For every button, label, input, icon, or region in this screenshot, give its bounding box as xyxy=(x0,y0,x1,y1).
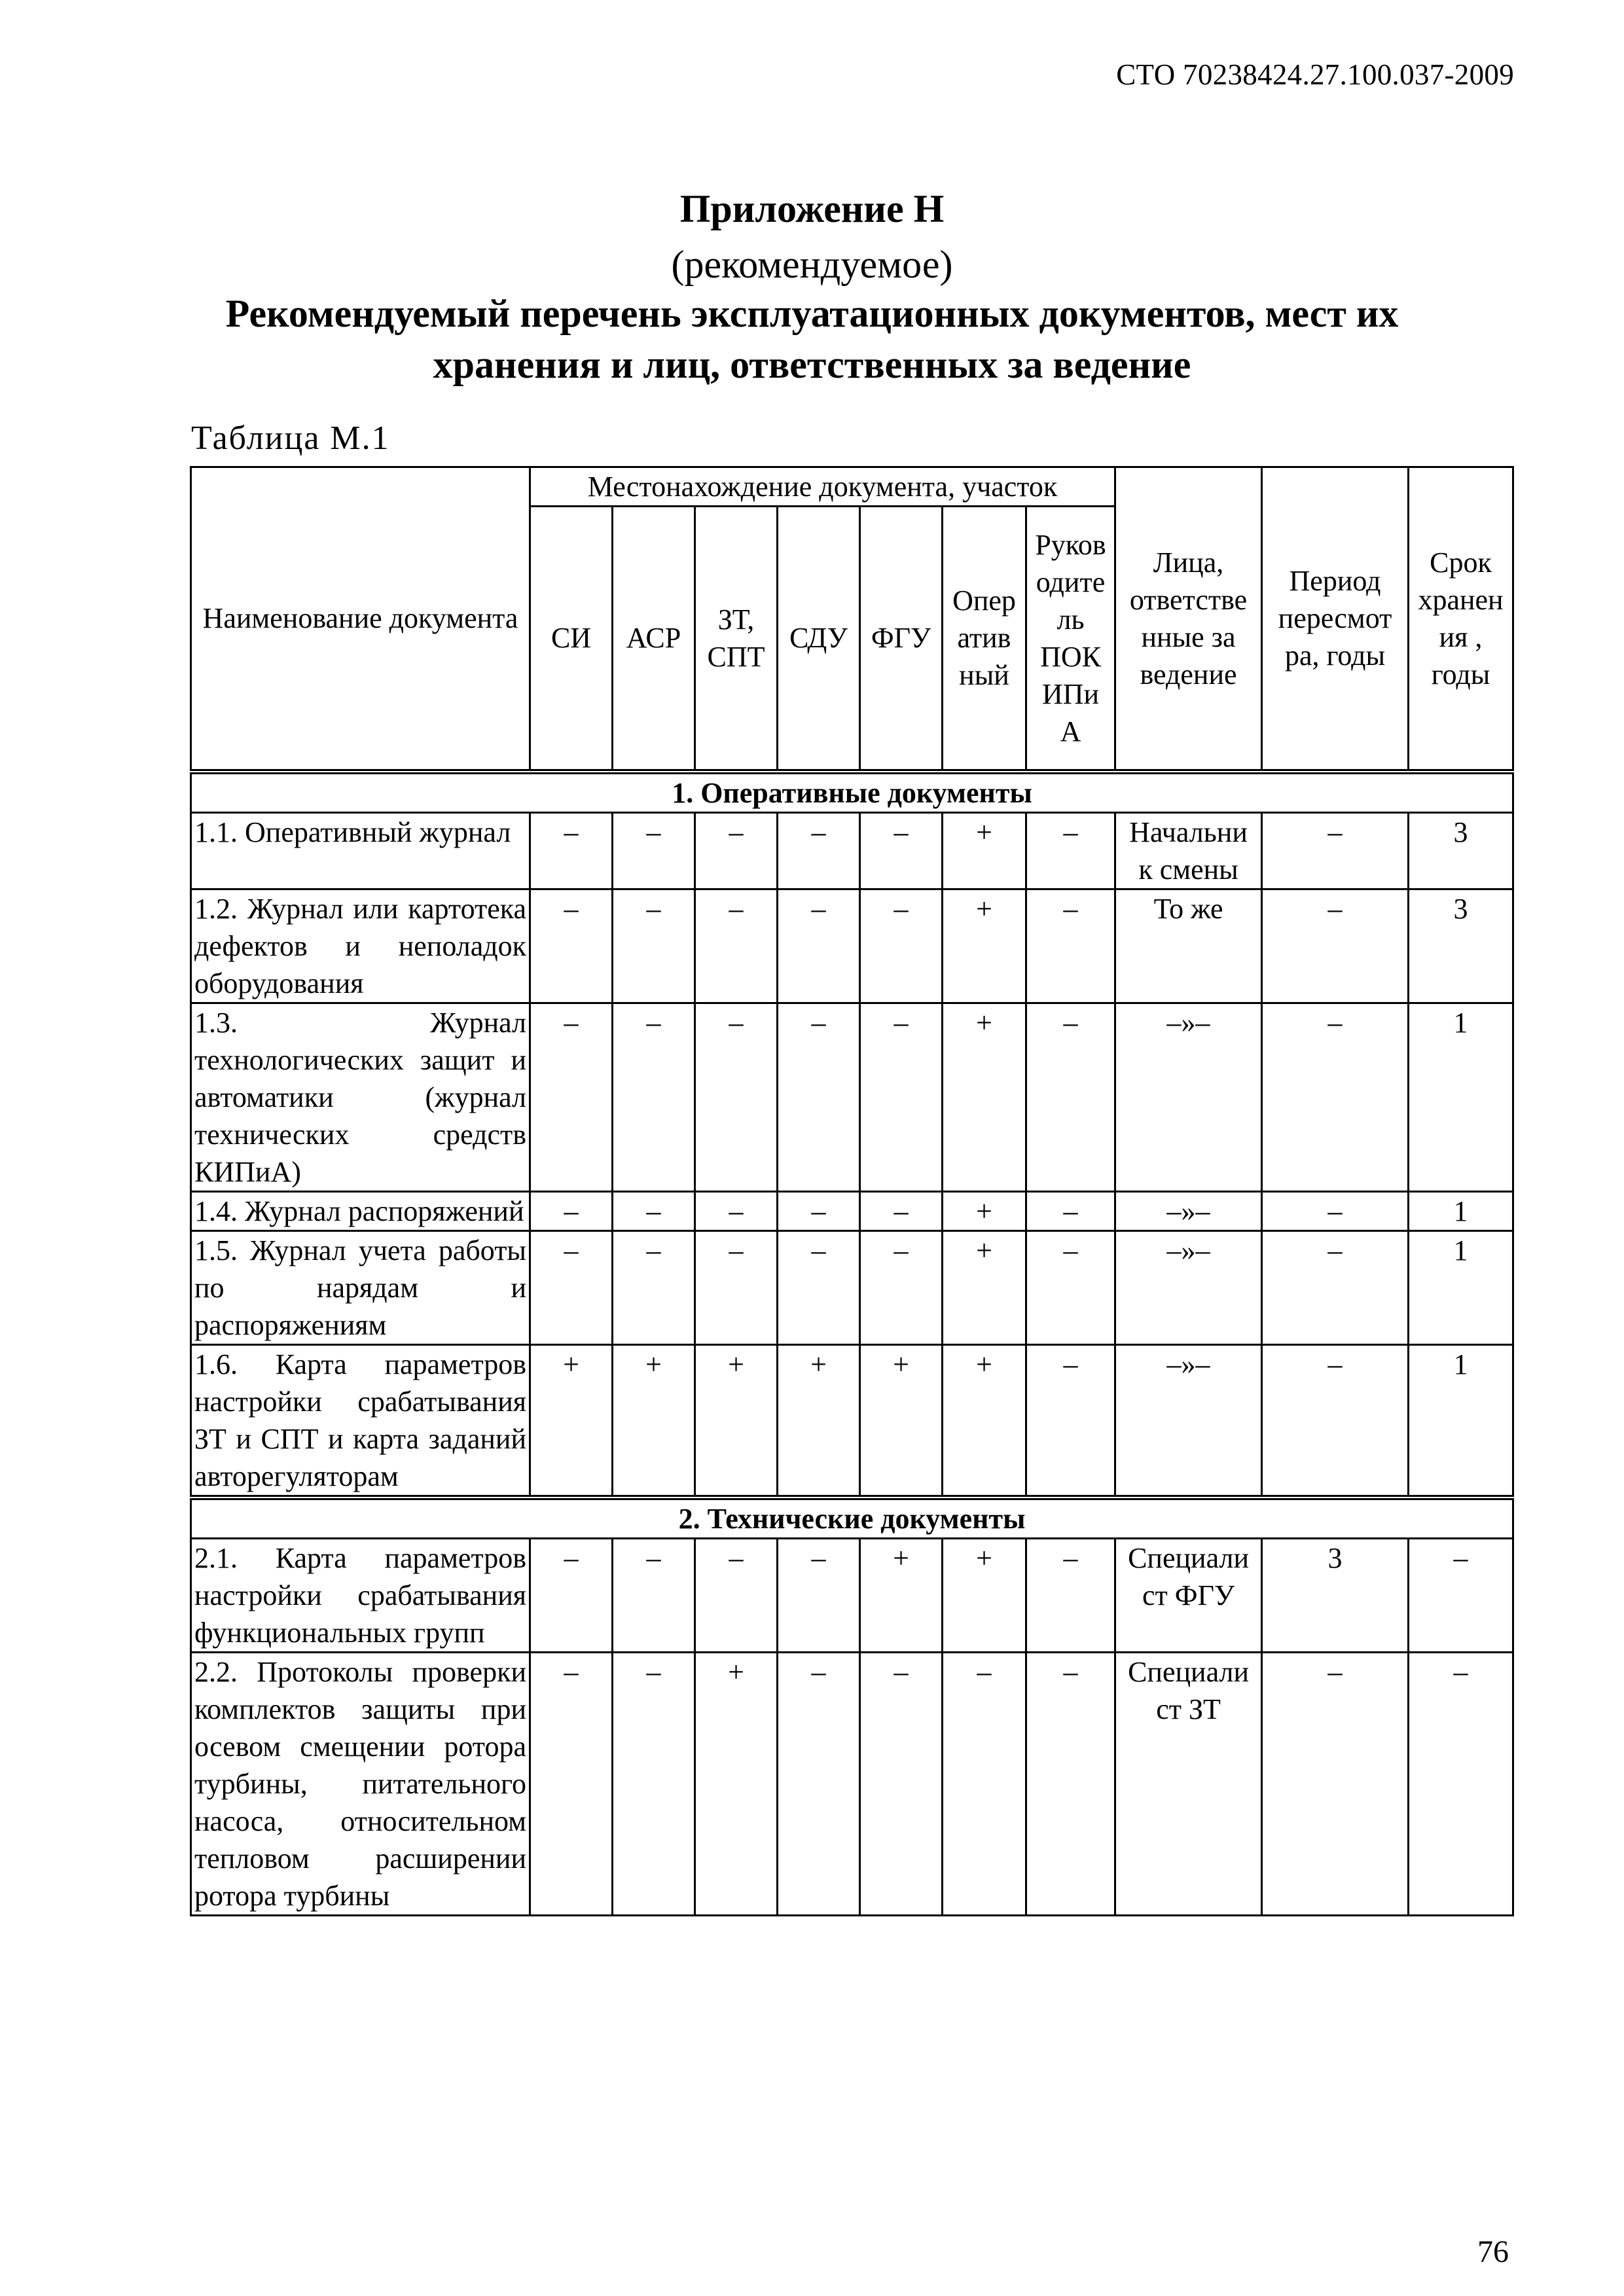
responsible-persons: То же xyxy=(1115,889,1262,1003)
table-caption: Таблица М.1 xyxy=(191,420,390,457)
header-storage: Срок хранен ия , годы xyxy=(1409,467,1513,772)
location-mark: + xyxy=(695,1344,778,1498)
location-mark: – xyxy=(695,1538,778,1652)
document-name: 2.2. Протоколы проверки комплектов защиты при осевом смещении ротора турбины, питательного насоса, относительном тепловом расширении ротора турбины xyxy=(191,1652,530,1915)
header-fgu: ФГУ xyxy=(860,507,943,772)
header-sdu: СДУ xyxy=(778,507,860,772)
location-mark: – xyxy=(695,1191,778,1230)
location-mark: – xyxy=(860,812,943,889)
location-mark: – xyxy=(613,812,695,889)
table-row xyxy=(191,1344,1513,1498)
location-mark: + xyxy=(943,889,1026,1003)
document-name: 1.3. Журнал технологических защит и автоматики (журнал технических средств КИПиА) xyxy=(191,1003,530,1191)
location-mark: – xyxy=(530,1652,613,1915)
location-mark: – xyxy=(613,1191,695,1230)
appendix-title: Приложение Н xyxy=(679,187,945,230)
storage-period: 1 xyxy=(1409,1230,1513,1344)
location-mark: – xyxy=(1026,812,1115,889)
responsible-persons: –»– xyxy=(1115,1003,1262,1191)
location-mark: + xyxy=(943,1538,1026,1652)
document-name: 1.5. Журнал учета работы по нарядам и распоряжениям xyxy=(191,1230,530,1344)
location-mark: – xyxy=(1026,1230,1115,1344)
storage-period: 3 xyxy=(1409,889,1513,1003)
title-line-2: хранения и лиц, ответственных за ведение xyxy=(433,343,1191,386)
location-mark: – xyxy=(1026,1003,1115,1191)
location-mark: + xyxy=(613,1344,695,1498)
location-mark: – xyxy=(613,1652,695,1915)
location-mark: – xyxy=(943,1652,1026,1915)
document-title xyxy=(0,288,1624,390)
location-mark: + xyxy=(860,1344,943,1498)
review-period: – xyxy=(1262,1230,1409,1344)
location-mark: + xyxy=(530,1344,613,1498)
location-mark: – xyxy=(778,1191,860,1230)
table-row xyxy=(191,1003,1513,1191)
document-name: 1.6. Карта параметров настройки срабатывания ЗТ и СПТ и карта заданий авторегуляторам xyxy=(191,1344,530,1498)
location-mark: – xyxy=(530,1003,613,1191)
section-title: 1. Оперативные документы xyxy=(191,772,1513,813)
section-title: 2. Технические документы xyxy=(191,1498,1513,1539)
location-mark: – xyxy=(860,1191,943,1230)
location-mark: – xyxy=(778,889,860,1003)
table-row xyxy=(191,812,1513,889)
header-name: Наименование документа xyxy=(191,467,530,772)
document-name: 1.2. Журнал или картотека дефектов и неполадок оборудования xyxy=(191,889,530,1003)
location-mark: – xyxy=(1026,889,1115,1003)
document-name: 1.4. Журнал распоряжений xyxy=(191,1191,530,1230)
location-mark: + xyxy=(943,1344,1026,1498)
document-code: СТО 70238424.27.100.037-2009 xyxy=(1116,58,1514,91)
header-head-pokipia: Руков одите ль ПОК ИПи А xyxy=(1026,507,1115,772)
page-number: 76 xyxy=(1477,2234,1509,2269)
header-location: Местонахождение документа, участок xyxy=(530,467,1115,507)
location-mark: – xyxy=(1026,1344,1115,1498)
storage-period: 1 xyxy=(1409,1191,1513,1230)
location-mark: + xyxy=(943,812,1026,889)
review-period: 3 xyxy=(1262,1538,1409,1652)
location-mark: – xyxy=(860,1652,943,1915)
section-row xyxy=(191,772,1513,813)
location-mark: – xyxy=(778,1003,860,1191)
location-mark: – xyxy=(695,812,778,889)
section-row xyxy=(191,1498,1513,1539)
location-mark: – xyxy=(530,1538,613,1652)
responsible-persons: Начальни к смены xyxy=(1115,812,1262,889)
location-mark: – xyxy=(530,1230,613,1344)
table-body xyxy=(191,772,1513,1916)
location-mark: – xyxy=(1026,1191,1115,1230)
review-period: – xyxy=(1262,1191,1409,1230)
location-mark: + xyxy=(943,1003,1026,1191)
table-row xyxy=(191,1652,1513,1915)
review-period: – xyxy=(1262,1344,1409,1498)
location-mark: – xyxy=(613,889,695,1003)
storage-period: – xyxy=(1409,1538,1513,1652)
location-mark: – xyxy=(778,812,860,889)
responsible-persons: Специали ст ФГУ xyxy=(1115,1538,1262,1652)
location-mark: – xyxy=(613,1003,695,1191)
location-mark: – xyxy=(695,889,778,1003)
location-mark: – xyxy=(530,889,613,1003)
location-mark: + xyxy=(943,1230,1026,1344)
location-mark: – xyxy=(530,812,613,889)
review-period: – xyxy=(1262,812,1409,889)
header-period: Период пересмот ра, годы xyxy=(1262,467,1409,772)
storage-period: – xyxy=(1409,1652,1513,1915)
location-mark: + xyxy=(778,1344,860,1498)
location-mark: – xyxy=(1026,1652,1115,1915)
header-asr: АСР xyxy=(613,507,695,772)
responsible-persons: –»– xyxy=(1115,1230,1262,1344)
location-mark: – xyxy=(530,1191,613,1230)
storage-period: 1 xyxy=(1409,1344,1513,1498)
review-period: – xyxy=(1262,1652,1409,1915)
document-name: 1.1. Оперативный журнал xyxy=(191,812,530,889)
responsible-persons: –»– xyxy=(1115,1191,1262,1230)
responsible-persons: Специали ст ЗТ xyxy=(1115,1652,1262,1915)
header-operative: Опер атив ный xyxy=(943,507,1026,772)
location-mark: – xyxy=(778,1652,860,1915)
location-mark: – xyxy=(778,1538,860,1652)
location-mark: – xyxy=(695,1003,778,1191)
header-si: СИ xyxy=(530,507,613,772)
location-mark: + xyxy=(695,1652,778,1915)
table-header-row xyxy=(191,467,1513,507)
location-mark: – xyxy=(778,1230,860,1344)
review-period: – xyxy=(1262,1003,1409,1191)
location-mark: – xyxy=(860,1003,943,1191)
location-mark: – xyxy=(860,889,943,1003)
table-row xyxy=(191,889,1513,1003)
responsible-persons: –»– xyxy=(1115,1344,1262,1498)
header-persons: Лица, ответстве нные за ведение xyxy=(1115,467,1262,772)
appendix-subtitle: (рекомендуемое) xyxy=(671,243,953,286)
documents-table xyxy=(190,466,1514,1916)
location-mark: – xyxy=(695,1230,778,1344)
title-line-1: Рекомендуемый перечень эксплуатационных документов, мест их xyxy=(225,292,1399,335)
location-mark: + xyxy=(943,1191,1026,1230)
location-mark: + xyxy=(860,1538,943,1652)
review-period: – xyxy=(1262,889,1409,1003)
location-mark: – xyxy=(613,1230,695,1344)
table-row xyxy=(191,1191,1513,1230)
header-zt-spt: ЗТ, СПТ xyxy=(695,507,778,772)
location-mark: – xyxy=(613,1538,695,1652)
table-row xyxy=(191,1230,1513,1344)
document-name: 2.1. Карта параметров настройки срабатывания функциональных групп xyxy=(191,1538,530,1652)
storage-period: 1 xyxy=(1409,1003,1513,1191)
storage-period: 3 xyxy=(1409,812,1513,889)
table-row xyxy=(191,1538,1513,1652)
location-mark: – xyxy=(860,1230,943,1344)
location-mark: – xyxy=(1026,1538,1115,1652)
